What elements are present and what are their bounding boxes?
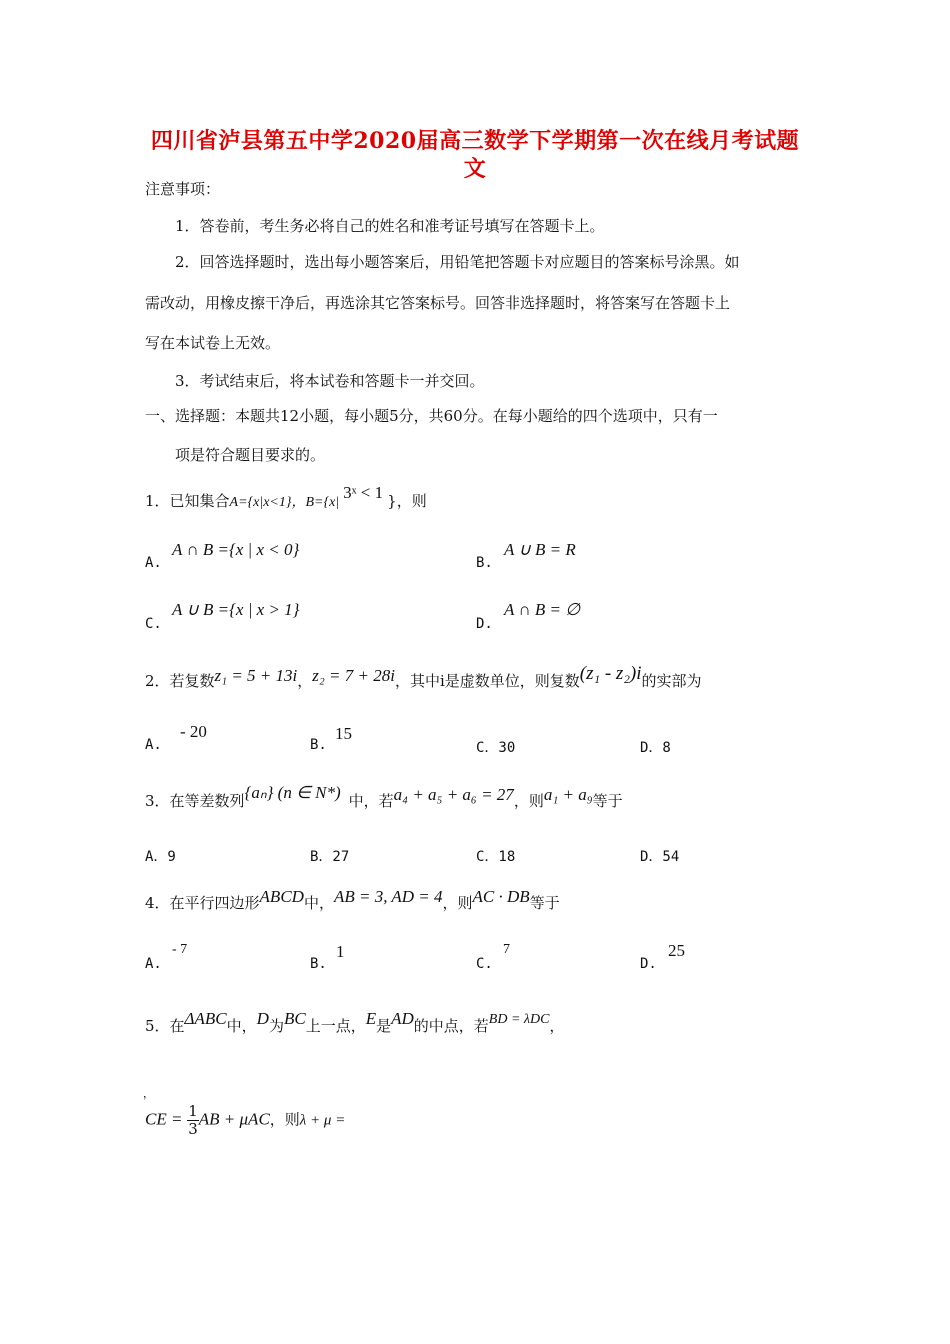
question-1-stem — [145, 483, 427, 511]
q4-mid: 中， — [303, 894, 334, 912]
exam-title: 四川省泸县第五中学2020届高三数学下学期第一次在线月考试题 — [150, 128, 800, 154]
q4-option-a[interactable]: - 7 — [172, 942, 188, 957]
notice-heading: 注意事项： — [145, 180, 221, 198]
q5-tail: ，则 — [269, 1110, 300, 1129]
q1-option-c[interactable]: A ∪ B ={x | x > 1} — [172, 600, 300, 619]
q1-option-d[interactable]: A ∩ B = ∅ — [504, 600, 581, 619]
q4-option-a-label[interactable]: A. — [145, 956, 162, 972]
q3-option-c[interactable]: C．18 — [476, 849, 516, 865]
q5-fraction — [187, 1103, 199, 1138]
q2-stem-text: 2．若复数 — [145, 672, 215, 690]
q5-point-d: D — [256, 1009, 269, 1028]
q1-set-b-post: }，则 — [387, 492, 427, 510]
q2-option-d[interactable]: D．8 — [640, 740, 671, 756]
q5-seg-ad: AD — [391, 1009, 414, 1028]
q1-set-a: A={x|x<1} — [229, 495, 292, 510]
q3-cond: a₄ + a₅ + a₆ = 27 — [393, 785, 514, 804]
q5-t6: ， — [549, 1017, 565, 1035]
q2-option-a[interactable]: - 20 — [180, 722, 207, 741]
q3-seq: {aₙ} (n ∈ N*) — [244, 783, 341, 802]
q3-stem-text: 3．在等差数列 — [145, 792, 245, 810]
q5-stem-text: 5．在 — [145, 1017, 185, 1035]
q5-mark: ， — [143, 1087, 154, 1100]
q3-tail: 等于 — [592, 792, 623, 810]
q2-option-b[interactable]: 15 — [335, 724, 352, 743]
q5-triangle: ΔABC — [184, 1009, 227, 1028]
q4-option-c[interactable]: 7 — [503, 942, 510, 957]
q4-tail: 等于 — [529, 894, 560, 912]
q2-expr: (z₁ - z₂)i — [579, 663, 642, 684]
q2-option-b-label[interactable]: B. — [310, 737, 327, 753]
q4-option-d[interactable]: 25 — [668, 941, 685, 960]
q5-seg-bc: BC — [283, 1009, 306, 1028]
q4-mid2: ，则 — [442, 894, 473, 912]
q4-option-c-label[interactable]: C. — [476, 956, 493, 972]
q2-option-a-label[interactable]: A. — [145, 737, 162, 753]
q1-option-d-label[interactable]: D. — [476, 616, 493, 632]
q4-option-d-label[interactable]: D. — [640, 956, 657, 972]
q2-option-c[interactable]: C．30 — [476, 740, 516, 756]
q1-set-b-pre: ，B={x| — [291, 495, 340, 510]
question-3-stem — [145, 783, 623, 811]
q2-mid: ，其中i是虚数单位，则复数 — [394, 672, 580, 690]
q2-z2: z₂ = 7 + 28i — [312, 666, 395, 685]
q5-t4: 是 — [376, 1017, 392, 1035]
q5-cond: BD = λDC — [488, 1012, 550, 1027]
q1-option-b-label[interactable]: B. — [476, 555, 493, 571]
q1-option-b[interactable]: A ∪ B = R — [504, 540, 576, 559]
q4-cond: AB = 3, AD = 4 — [333, 887, 443, 906]
notice-item-2-line-2: 需改动，用橡皮擦干净后，再选涂其它答案标号。回答非选择题时，将答案写在答题卡上 — [145, 294, 731, 312]
q1-stem-text: 1．已知集合 — [145, 492, 230, 510]
q2-tail: 的实部为 — [641, 672, 702, 690]
q5-t3: 上一点， — [305, 1017, 366, 1035]
q4-expr: AC · DB — [472, 887, 530, 906]
question-2-stem — [145, 663, 702, 692]
q5-frac-den: 3 — [188, 1120, 198, 1138]
notice-item-2-line-1: 2．回答选择题时，选出每小题答案后，用铅笔把答题卡对应题目的答案标号涂黑。如 — [175, 253, 740, 271]
notice-item-1: 1．答卷前，考生务必将自己的姓名和准考证号填写在答题卡上。 — [175, 217, 605, 235]
question-5-vector-line — [145, 1103, 345, 1138]
section-heading: 一、选择题：本题共12小题，每小题5分，共60分。在每小题给的四个选项中，只有一 — [145, 407, 718, 425]
q3-target: a₁ + a₉ — [543, 785, 593, 804]
q4-shape: ABCD — [259, 887, 304, 906]
q5-ask: λ + μ = — [299, 1112, 346, 1129]
q1-option-a[interactable]: A ∩ B ={x | x < 0} — [172, 540, 300, 559]
q1-option-c-label[interactable]: C. — [145, 616, 162, 632]
q5-frac-num: 1 — [188, 1102, 198, 1120]
notice-item-2-line-3: 写在本试卷上无效。 — [145, 334, 281, 352]
q4-option-b[interactable]: 1 — [336, 942, 345, 961]
q3-mid: 中，若 — [348, 792, 394, 810]
section-heading-cont: 项是符合题目要求的。 — [175, 446, 326, 464]
q5-point-e: E — [365, 1009, 377, 1028]
q5-rest: AB + μAC — [198, 1109, 270, 1129]
question-5-stem — [145, 1009, 565, 1036]
exam-title-suffix: 文 — [463, 156, 487, 182]
q2-z1: z₁ = 5 + 13i — [214, 666, 298, 685]
q1-set-b-expr: 3ˣ < 1 — [343, 483, 384, 502]
q3-option-a[interactable]: A．9 — [145, 849, 176, 865]
q5-ce: CE = — [145, 1109, 183, 1129]
q3-mid2: ，则 — [513, 792, 544, 810]
question-4-stem — [145, 887, 560, 913]
q2-sep: ， — [297, 672, 313, 690]
notice-item-3: 3．考试结束后，将本试卷和答题卡一并交回。 — [175, 372, 485, 390]
q1-option-a-label[interactable]: A. — [145, 555, 162, 571]
q3-option-b[interactable]: B．27 — [310, 849, 350, 865]
q4-stem-text: 4．在平行四边形 — [145, 894, 260, 912]
q5-t1: 中， — [226, 1017, 257, 1035]
q5-t5: 的中点，若 — [413, 1017, 489, 1035]
q5-t2: 为 — [268, 1017, 284, 1035]
q3-option-d[interactable]: D．54 — [640, 849, 680, 865]
q4-option-b-label[interactable]: B. — [310, 956, 327, 972]
